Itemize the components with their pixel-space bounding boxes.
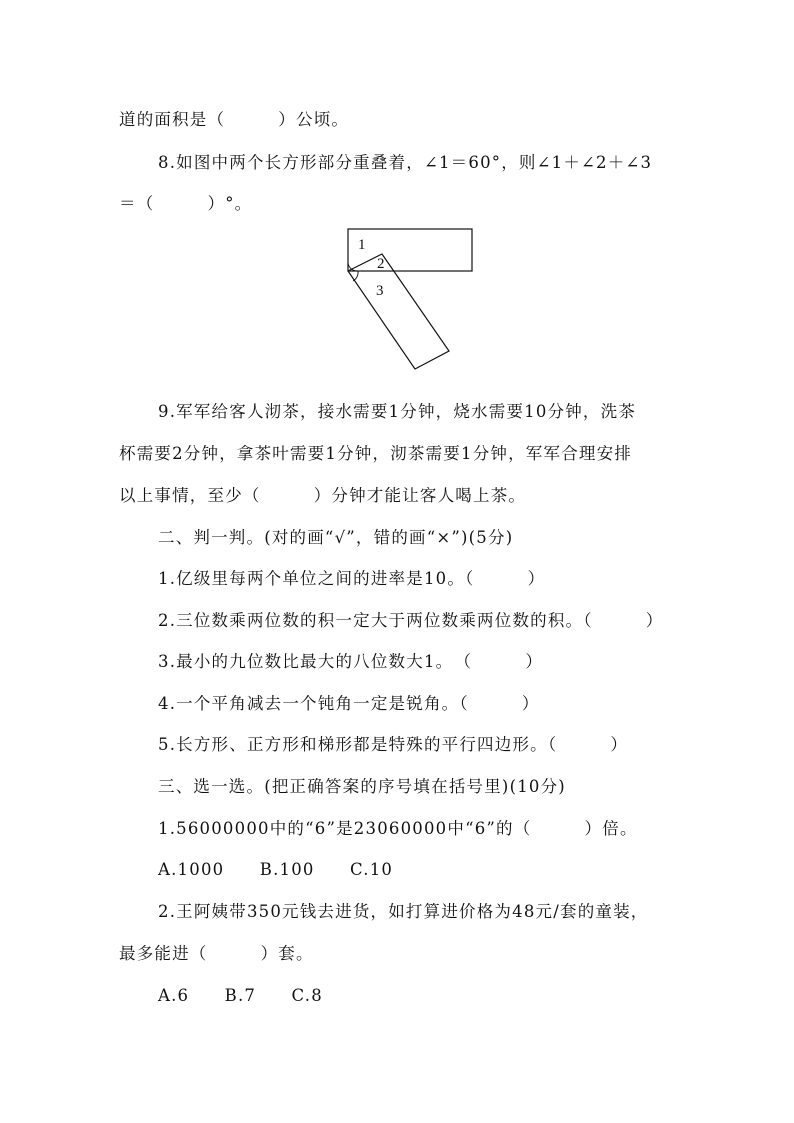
angle-label-2: 2 <box>377 256 385 272</box>
question-9-line3: 以上事情，至少（ ）分钟才能让客人喝上茶。 <box>119 486 527 505</box>
section-3-heading: 三、选一选。(把正确答案的序号填在括号里)(10分) <box>158 777 566 796</box>
choice-2-question-line2: 最多能进（ ）套。 <box>119 944 314 963</box>
judge-item-1: 1.亿级里每两个单位之间的进率是10。（ ） <box>158 569 546 588</box>
choice-1-options: A.1000 B.100 C.10 <box>158 860 394 879</box>
question-8-line2: ＝（ ）°。 <box>119 194 253 213</box>
horizontal-rectangle <box>348 229 472 271</box>
line-q7-tail: 道的面积是（ ）公顷。 <box>119 110 350 129</box>
choice-2-question-line1: 2.王阿姨带350元钱去进货，如打算进价格为48元/套的童装， <box>158 902 649 921</box>
angle-label-1: 1 <box>358 237 366 253</box>
judge-item-2: 2.三位数乘两位数的积一定大于两位数乘两位数的积。（ ） <box>158 611 664 630</box>
section-2-heading: 二、判一判。(对的画“√”，错的画“×”)(5分) <box>158 528 514 547</box>
choice-2-options: A.6 B.7 C.8 <box>158 986 323 1005</box>
judge-item-3: 3.最小的九位数比最大的八位数大1。 （ ） <box>158 652 544 671</box>
question-9-line1: 9.军军给客人沏茶，接水需要1分钟，烧水需要10分钟，洗茶 <box>158 402 637 421</box>
overlapping-rectangles-figure <box>336 218 486 378</box>
judge-item-4: 4.一个平角减去一个钝角一定是锐角。（ ） <box>158 694 540 713</box>
choice-1-question: 1.56000000中的“6”是23060000中“6”的（ ）倍。 <box>158 819 638 838</box>
angle-label-3: 3 <box>376 283 384 299</box>
question-9-line2: 杯需要2分钟，拿茶叶需要1分钟，沏茶需要1分钟，军军合理安排 <box>119 444 632 463</box>
judge-item-5: 5.长方形、正方形和梯形都是特殊的平行四边形。（ ） <box>158 735 629 754</box>
angle-arc-1 <box>348 262 357 271</box>
question-8-line1: 8.如图中两个长方形部分重叠着，∠1＝60°，则∠1＋∠2＋∠3 <box>158 153 653 172</box>
